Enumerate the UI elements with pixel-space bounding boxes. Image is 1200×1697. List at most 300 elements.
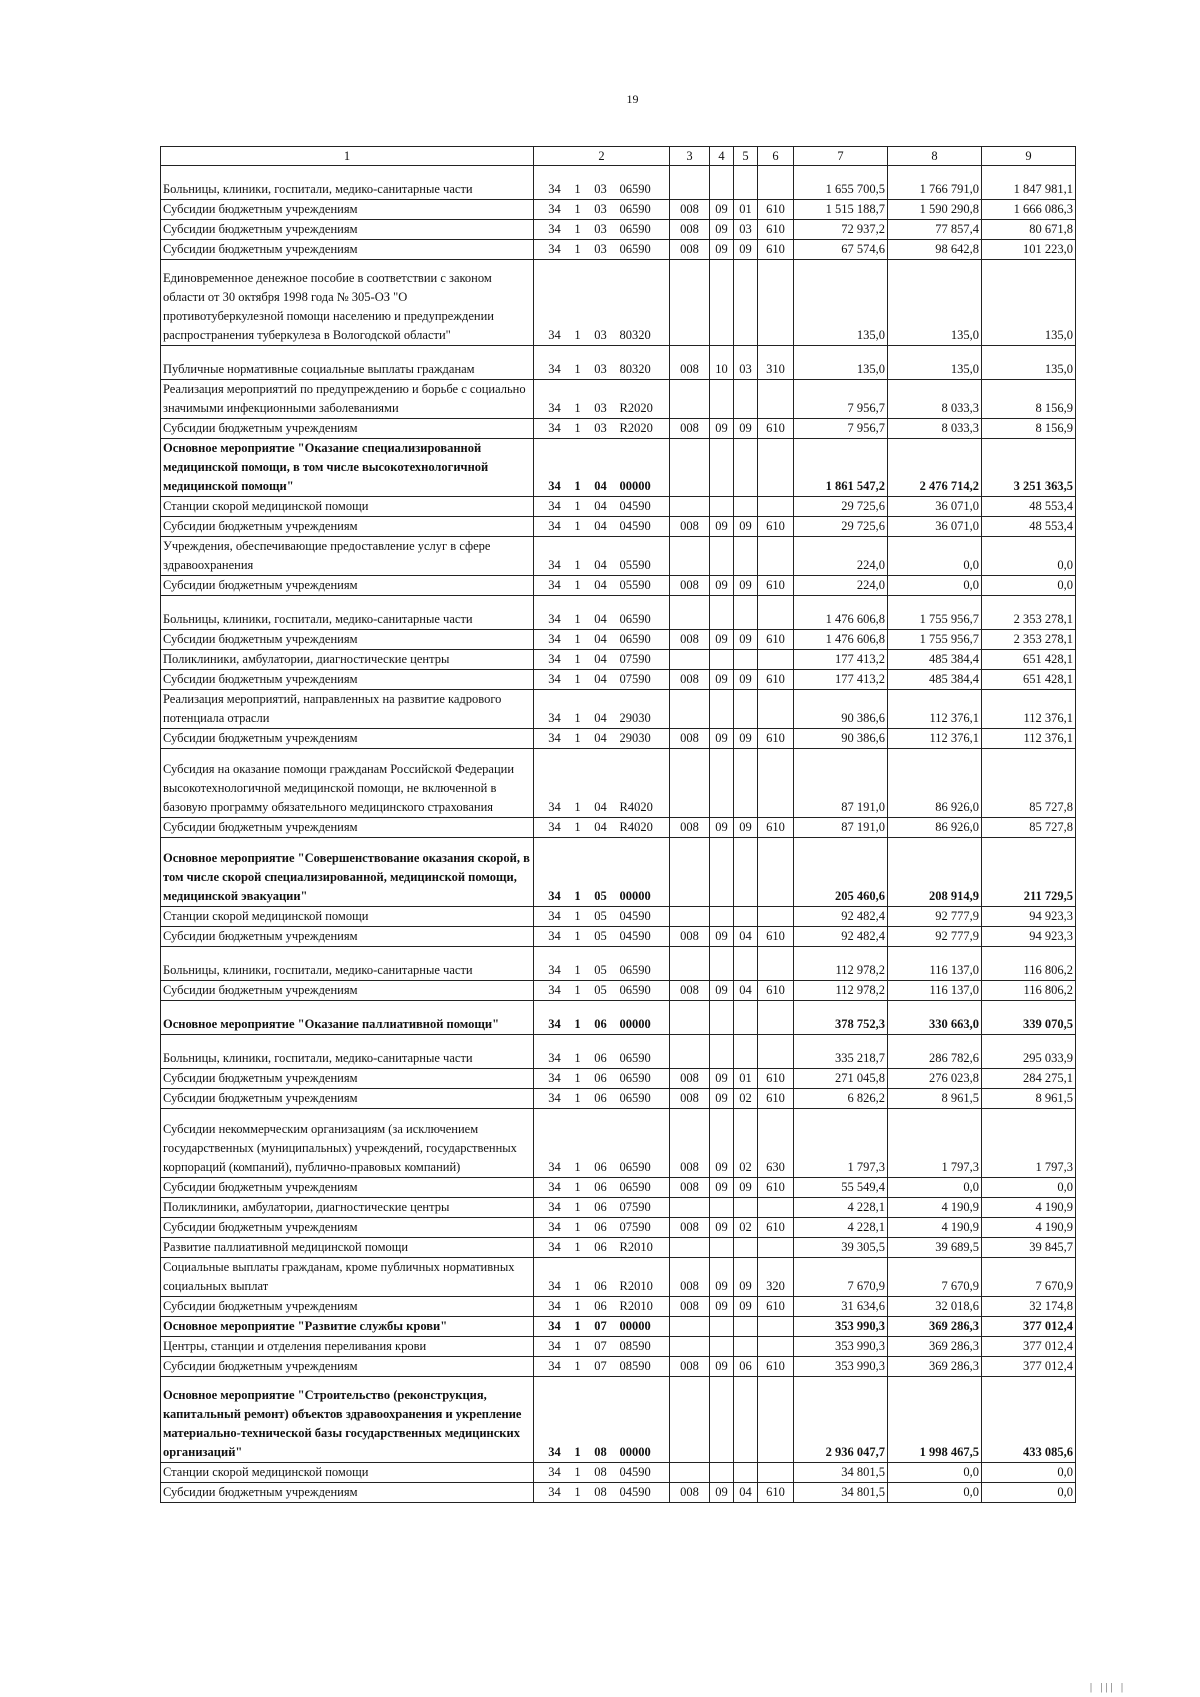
amount-col8: 4 190,9	[888, 1218, 982, 1238]
amount-col9: 1 666 086,3	[982, 200, 1076, 220]
amount-col9: 377 012,4	[982, 1337, 1076, 1357]
row-name: Основное мероприятие "Оказание специализированной медицинской помощи, в том числе высокотехнологичной медицинской помощи"	[161, 439, 534, 497]
code-part-c2: 1	[574, 632, 581, 646]
section-code	[710, 1377, 734, 1463]
amount-col9: 135,0	[982, 260, 1076, 346]
subsection-code: 04	[734, 1483, 758, 1503]
expense-type-code: 610	[758, 517, 794, 537]
section-code: 09	[710, 927, 734, 947]
amount-col8: 369 286,3	[888, 1317, 982, 1337]
amount-col8: 112 376,1	[888, 729, 982, 749]
code-part-c4: 06590	[619, 983, 651, 997]
target-article-code	[534, 1001, 670, 1035]
table-row	[161, 200, 1076, 220]
amount-col8: 116 137,0	[888, 947, 982, 981]
code-part-c1: 34	[548, 612, 561, 626]
code-part-c1: 34	[548, 1240, 561, 1254]
code-part-c3: 07	[594, 1319, 607, 1333]
amount-col9: 116 806,2	[982, 947, 1076, 981]
expense-type-code: 610	[758, 1218, 794, 1238]
code-part-c4: 00000	[619, 1017, 651, 1031]
expense-type-code	[758, 1337, 794, 1357]
amount-col7: 4 228,1	[794, 1198, 888, 1218]
code-part-c3: 06	[594, 1200, 607, 1214]
subsection-code	[734, 749, 758, 818]
target-article-code	[534, 650, 670, 670]
amount-col8: 92 777,9	[888, 927, 982, 947]
column-header: 8	[888, 147, 982, 166]
amount-col8: 39 689,5	[888, 1238, 982, 1258]
table-row	[161, 260, 1076, 346]
row-name: Единовременное денежное пособие в соответствии с законом области от 30 октября 1998 года № 305-ОЗ "О противотуберкулезной помощи населению и предупреждении распространения туберкулеза в Вологодской области"	[161, 260, 534, 346]
expense-type-code: 610	[758, 240, 794, 260]
target-article-code	[534, 497, 670, 517]
expense-type-code	[758, 1001, 794, 1035]
expense-type-code	[758, 690, 794, 729]
amount-col8: 330 663,0	[888, 1001, 982, 1035]
target-article-code	[534, 1357, 670, 1377]
ministry-code	[670, 947, 710, 981]
code-part-c3: 05	[594, 963, 607, 977]
subsection-code	[734, 1317, 758, 1337]
code-part-c3: 04	[594, 578, 607, 592]
amount-col9: 2 353 278,1	[982, 630, 1076, 650]
ministry-code	[670, 596, 710, 630]
table-row	[161, 630, 1076, 650]
code-part-c2: 1	[574, 1240, 581, 1254]
section-code: 09	[710, 818, 734, 838]
table-row	[161, 927, 1076, 947]
amount-col9: 4 190,9	[982, 1198, 1076, 1218]
amount-col7: 55 549,4	[794, 1178, 888, 1198]
amount-col7: 353 990,3	[794, 1317, 888, 1337]
amount-col8: 36 071,0	[888, 517, 982, 537]
column-header: 7	[794, 147, 888, 166]
table-row	[161, 650, 1076, 670]
row-name: Субсидии бюджетным учреждениям	[161, 630, 534, 650]
code-part-c4: 06590	[619, 1051, 651, 1065]
code-part-c4: 00000	[619, 1319, 651, 1333]
code-part-c3: 04	[594, 519, 607, 533]
expense-type-code	[758, 596, 794, 630]
code-part-c4: 08590	[619, 1339, 651, 1353]
section-code	[710, 650, 734, 670]
ministry-code: 008	[670, 200, 710, 220]
amount-col9: 8 156,9	[982, 419, 1076, 439]
code-part-c2: 1	[574, 889, 581, 903]
amount-col8: 0,0	[888, 576, 982, 596]
table-row	[161, 1109, 1076, 1178]
code-part-c1: 34	[548, 1465, 561, 1479]
amount-col7: 1 476 606,8	[794, 596, 888, 630]
code-part-c2: 1	[574, 800, 581, 814]
expense-type-code: 610	[758, 1357, 794, 1377]
code-part-c4: 06590	[619, 632, 651, 646]
target-article-code	[534, 1377, 670, 1463]
row-name: Поликлиники, амбулатории, диагностические центры	[161, 1198, 534, 1218]
table-row	[161, 596, 1076, 630]
subsection-code	[734, 1377, 758, 1463]
target-article-code	[534, 1178, 670, 1198]
code-part-c3: 04	[594, 820, 607, 834]
amount-col9: 32 174,8	[982, 1297, 1076, 1317]
column-header: 2	[534, 147, 670, 166]
target-article-code	[534, 1069, 670, 1089]
ministry-code	[670, 749, 710, 818]
row-name: Субсидии бюджетным учреждениям	[161, 1483, 534, 1503]
code-part-c1: 34	[548, 632, 561, 646]
code-part-c4: 00000	[619, 1445, 651, 1459]
amount-col8: 1 797,3	[888, 1109, 982, 1178]
target-article-code	[534, 630, 670, 650]
section-code: 10	[710, 346, 734, 380]
code-part-c1: 34	[548, 479, 561, 493]
row-name: Больницы, клиники, госпитали, медико-санитарные части	[161, 166, 534, 200]
target-article-code	[534, 596, 670, 630]
code-part-c1: 34	[548, 929, 561, 943]
code-part-c1: 34	[548, 963, 561, 977]
target-article-code	[534, 907, 670, 927]
subsection-code: 03	[734, 220, 758, 240]
code-part-c4: R2010	[619, 1299, 653, 1313]
code-part-c2: 1	[574, 421, 581, 435]
ministry-code	[670, 537, 710, 576]
section-code: 09	[710, 200, 734, 220]
row-name: Развитие паллиативной медицинской помощи	[161, 1238, 534, 1258]
code-part-c2: 1	[574, 652, 581, 666]
amount-col7: 1 861 547,2	[794, 439, 888, 497]
code-part-c4: 06590	[619, 1180, 651, 1194]
amount-col9: 4 190,9	[982, 1218, 1076, 1238]
subsection-code	[734, 907, 758, 927]
column-header: 3	[670, 147, 710, 166]
subsection-code	[734, 596, 758, 630]
expense-type-code	[758, 838, 794, 907]
ministry-code: 008	[670, 670, 710, 690]
section-code	[710, 947, 734, 981]
amount-col8: 112 376,1	[888, 690, 982, 729]
amount-col7: 34 801,5	[794, 1463, 888, 1483]
code-part-c3: 07	[594, 1339, 607, 1353]
code-part-c2: 1	[574, 1445, 581, 1459]
amount-col7: 135,0	[794, 260, 888, 346]
code-part-c2: 1	[574, 1359, 581, 1373]
expense-type-code	[758, 749, 794, 818]
code-part-c2: 1	[574, 1160, 581, 1174]
code-part-c4: R2020	[619, 401, 653, 415]
code-part-c4: 80320	[619, 328, 651, 342]
code-part-c3: 06	[594, 1299, 607, 1313]
amount-col7: 39 305,5	[794, 1238, 888, 1258]
table-body	[161, 147, 1076, 1503]
table-row	[161, 1035, 1076, 1069]
amount-col9: 48 553,4	[982, 517, 1076, 537]
row-name: Реализация мероприятий, направленных на развитие кадрового потенциала отрасли	[161, 690, 534, 729]
section-code: 09	[710, 1218, 734, 1238]
row-name: Субсидии бюджетным учреждениям	[161, 240, 534, 260]
section-code: 09	[710, 1258, 734, 1297]
code-part-c4: 06590	[619, 182, 651, 196]
amount-col8: 0,0	[888, 537, 982, 576]
section-code: 09	[710, 1483, 734, 1503]
code-part-c4: 06590	[619, 242, 651, 256]
subsection-code	[734, 260, 758, 346]
section-code: 09	[710, 576, 734, 596]
code-part-c4: 06590	[619, 202, 651, 216]
ministry-code: 008	[670, 220, 710, 240]
code-part-c4: 00000	[619, 889, 651, 903]
target-article-code	[534, 1109, 670, 1178]
row-name: Субсидии бюджетным учреждениям	[161, 576, 534, 596]
amount-col8: 32 018,6	[888, 1297, 982, 1317]
code-part-c2: 1	[574, 1465, 581, 1479]
ministry-code: 008	[670, 1218, 710, 1238]
table-row	[161, 1297, 1076, 1317]
row-name: Субсидии некоммерческим организациям (за исключением государственных (муниципальных) учреждений, государственных корпораций (компаний), публично-правовых компаний)	[161, 1109, 534, 1178]
amount-col7: 72 937,2	[794, 220, 888, 240]
ministry-code: 008	[670, 576, 710, 596]
code-part-c2: 1	[574, 820, 581, 834]
target-article-code	[534, 1089, 670, 1109]
amount-col7: 112 978,2	[794, 981, 888, 1001]
table-row	[161, 981, 1076, 1001]
code-part-c3: 04	[594, 711, 607, 725]
row-name: Субсидии бюджетным учреждениям	[161, 419, 534, 439]
amount-col7: 177 413,2	[794, 670, 888, 690]
table-row	[161, 240, 1076, 260]
subsection-code	[734, 1001, 758, 1035]
subsection-code: 09	[734, 1258, 758, 1297]
expense-type-code	[758, 497, 794, 517]
amount-col8: 4 190,9	[888, 1198, 982, 1218]
code-part-c2: 1	[574, 499, 581, 513]
target-article-code	[534, 380, 670, 419]
ministry-code: 008	[670, 927, 710, 947]
table-row	[161, 1178, 1076, 1198]
amount-col8: 86 926,0	[888, 818, 982, 838]
code-part-c2: 1	[574, 1279, 581, 1293]
amount-col7: 271 045,8	[794, 1069, 888, 1089]
amount-col7: 67 574,6	[794, 240, 888, 260]
target-article-code	[534, 576, 670, 596]
code-part-c4: 04590	[619, 1465, 651, 1479]
code-part-c2: 1	[574, 1091, 581, 1105]
expense-type-code: 610	[758, 1483, 794, 1503]
row-name: Станции скорой медицинской помощи	[161, 497, 534, 517]
section-code	[710, 260, 734, 346]
amount-col8: 7 670,9	[888, 1258, 982, 1297]
code-part-c3: 04	[594, 800, 607, 814]
table-row	[161, 1218, 1076, 1238]
ministry-code: 008	[670, 517, 710, 537]
target-article-code	[534, 729, 670, 749]
code-part-c1: 34	[548, 731, 561, 745]
subsection-code: 04	[734, 927, 758, 947]
subsection-code	[734, 1238, 758, 1258]
amount-col9: 651 428,1	[982, 650, 1076, 670]
row-name: Больницы, клиники, госпитали, медико-санитарные части	[161, 947, 534, 981]
amount-col9: 80 671,8	[982, 220, 1076, 240]
row-name: Публичные нормативные социальные выплаты гражданам	[161, 346, 534, 380]
amount-col7: 90 386,6	[794, 729, 888, 749]
target-article-code	[534, 240, 670, 260]
code-part-c1: 34	[548, 1071, 561, 1085]
subsection-code	[734, 1035, 758, 1069]
section-code	[710, 1001, 734, 1035]
expense-type-code: 610	[758, 1178, 794, 1198]
amount-col9: 116 806,2	[982, 981, 1076, 1001]
code-part-c2: 1	[574, 578, 581, 592]
subsection-code	[734, 838, 758, 907]
amount-col9: 39 845,7	[982, 1238, 1076, 1258]
row-name: Субсидии бюджетным учреждениям	[161, 729, 534, 749]
amount-col8: 208 914,9	[888, 838, 982, 907]
code-part-c2: 1	[574, 731, 581, 745]
section-code	[710, 1035, 734, 1069]
subsection-code: 01	[734, 1069, 758, 1089]
section-code	[710, 1337, 734, 1357]
code-part-c1: 34	[548, 1051, 561, 1065]
ministry-code	[670, 1001, 710, 1035]
code-part-c4: 07590	[619, 672, 651, 686]
amount-col8: 98 642,8	[888, 240, 982, 260]
expense-type-code: 610	[758, 1297, 794, 1317]
code-part-c1: 34	[548, 222, 561, 236]
code-part-c3: 08	[594, 1485, 607, 1499]
amount-col7: 1 655 700,5	[794, 166, 888, 200]
code-part-c2: 1	[574, 182, 581, 196]
expense-type-code: 630	[758, 1109, 794, 1178]
amount-col9: 211 729,5	[982, 838, 1076, 907]
code-part-c1: 34	[548, 401, 561, 415]
target-article-code	[534, 981, 670, 1001]
code-part-c2: 1	[574, 202, 581, 216]
code-part-c1: 34	[548, 1091, 561, 1105]
subsection-code: 09	[734, 1297, 758, 1317]
amount-col7: 378 752,3	[794, 1001, 888, 1035]
code-part-c1: 34	[548, 578, 561, 592]
code-part-c2: 1	[574, 1071, 581, 1085]
row-name: Центры, станции и отделения переливания крови	[161, 1337, 534, 1357]
ministry-code	[670, 497, 710, 517]
row-name: Больницы, клиники, госпитали, медико-санитарные части	[161, 1035, 534, 1069]
code-part-c1: 34	[548, 1359, 561, 1373]
table-row	[161, 729, 1076, 749]
amount-col7: 31 634,6	[794, 1297, 888, 1317]
target-article-code	[534, 1258, 670, 1297]
code-part-c3: 06	[594, 1240, 607, 1254]
row-name: Субсидии бюджетным учреждениям	[161, 927, 534, 947]
section-code	[710, 1238, 734, 1258]
code-part-c1: 34	[548, 421, 561, 435]
target-article-code	[534, 927, 670, 947]
amount-col7: 29 725,6	[794, 497, 888, 517]
ministry-code: 008	[670, 1357, 710, 1377]
expense-type-code: 610	[758, 927, 794, 947]
code-part-c3: 06	[594, 1051, 607, 1065]
code-part-c1: 34	[548, 1017, 561, 1031]
code-part-c1: 34	[548, 1200, 561, 1214]
table-row	[161, 1483, 1076, 1503]
expense-type-code	[758, 1198, 794, 1218]
amount-col7: 34 801,5	[794, 1483, 888, 1503]
amount-col8: 1 755 956,7	[888, 596, 982, 630]
section-code: 09	[710, 1109, 734, 1178]
amount-col8: 1 766 791,0	[888, 166, 982, 200]
amount-col9: 377 012,4	[982, 1317, 1076, 1337]
subsection-code	[734, 380, 758, 419]
code-part-c1: 34	[548, 519, 561, 533]
code-part-c4: 06590	[619, 612, 651, 626]
code-part-c2: 1	[574, 672, 581, 686]
code-part-c3: 04	[594, 558, 607, 572]
page-number: 19	[626, 92, 639, 106]
section-code	[710, 838, 734, 907]
subsection-code	[734, 166, 758, 200]
amount-col8: 276 023,8	[888, 1069, 982, 1089]
code-part-c3: 04	[594, 632, 607, 646]
amount-col7: 7 670,9	[794, 1258, 888, 1297]
target-article-code	[534, 670, 670, 690]
amount-col9: 433 085,6	[982, 1377, 1076, 1463]
code-part-c2: 1	[574, 479, 581, 493]
code-part-c2: 1	[574, 519, 581, 533]
section-code: 09	[710, 1178, 734, 1198]
expense-type-code	[758, 907, 794, 927]
target-article-code	[534, 1337, 670, 1357]
expense-type-code: 610	[758, 419, 794, 439]
subsection-code	[734, 497, 758, 517]
row-name: Субсидии бюджетным учреждениям	[161, 1089, 534, 1109]
code-part-c1: 34	[548, 1180, 561, 1194]
subsection-code: 09	[734, 517, 758, 537]
section-code: 09	[710, 419, 734, 439]
subsection-code	[734, 690, 758, 729]
expense-type-code	[758, 1238, 794, 1258]
section-code	[710, 497, 734, 517]
code-part-c2: 1	[574, 929, 581, 943]
amount-col7: 224,0	[794, 537, 888, 576]
code-part-c1: 34	[548, 182, 561, 196]
expense-type-code: 610	[758, 818, 794, 838]
row-name: Основное мероприятие "Развитие службы крови"	[161, 1317, 534, 1337]
amount-col9: 1 797,3	[982, 1109, 1076, 1178]
column-header: 1	[161, 147, 534, 166]
row-name: Субсидии бюджетным учреждениям	[161, 517, 534, 537]
amount-col7: 4 228,1	[794, 1218, 888, 1238]
code-part-c4: 06590	[619, 1160, 651, 1174]
section-code: 09	[710, 729, 734, 749]
code-part-c3: 06	[594, 1017, 607, 1031]
subsection-code: 04	[734, 981, 758, 1001]
subsection-code: 09	[734, 818, 758, 838]
code-part-c3: 03	[594, 421, 607, 435]
code-part-c1: 34	[548, 909, 561, 923]
section-code: 09	[710, 1357, 734, 1377]
amount-col7: 205 460,6	[794, 838, 888, 907]
table-row	[161, 537, 1076, 576]
amount-col9: 135,0	[982, 346, 1076, 380]
column-header: 4	[710, 147, 734, 166]
code-part-c2: 1	[574, 612, 581, 626]
ministry-code: 008	[670, 630, 710, 650]
expense-type-code: 610	[758, 630, 794, 650]
subsection-code	[734, 947, 758, 981]
code-part-c3: 05	[594, 909, 607, 923]
ministry-code	[670, 1377, 710, 1463]
code-part-c2: 1	[574, 242, 581, 256]
code-part-c3: 06	[594, 1180, 607, 1194]
